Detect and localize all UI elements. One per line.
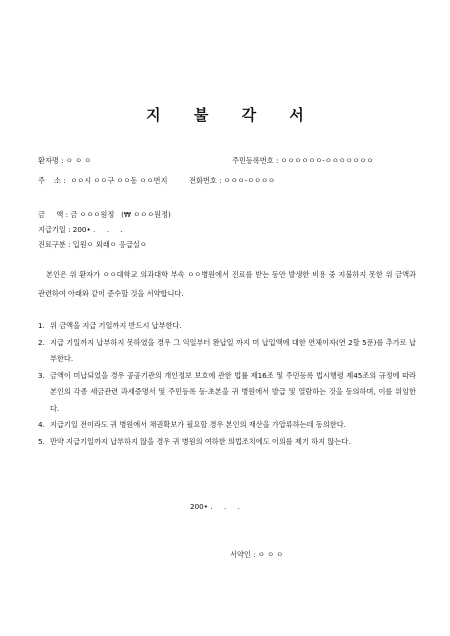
list-item-number: 3. — [38, 370, 45, 380]
list-item-number: 1. — [38, 321, 45, 330]
category-label: 진료구분 — [38, 240, 66, 249]
list-item — [38, 434, 416, 451]
list-item-text: 만약 지급기일까지 납부하지 않을 경우 귀 병원의 여하한 의법조치에도 이의를 제기 하지 않는다. — [50, 436, 351, 446]
list-item — [38, 417, 416, 434]
list-item-number: 5. — [38, 436, 45, 446]
list-item — [38, 335, 416, 368]
address-row: 주 소 : ㅇㅇ시 ㅇㅇ구 ㅇㅇ동 ㅇㅇ번지 — [38, 176, 168, 185]
phone-row: 전화번호 : ㅇㅇㅇ-ㅇㅇㅇㅇ — [189, 176, 275, 185]
phone-label: 전화번호 — [189, 176, 217, 185]
due-date-row: 지급기일 : 200• . . . — [38, 225, 123, 234]
address-value: ㅇㅇ시 ㅇㅇ구 ㅇㅇ동 ㅇㅇ번지 — [70, 176, 168, 185]
due-date-value: 200• . . . — [72, 225, 123, 234]
list-item-text: 위 금액을 지급 기일까지 반드시 납부한다. — [50, 321, 182, 330]
address-label: 주 소 — [38, 176, 62, 185]
clause-list — [38, 318, 416, 450]
list-item — [38, 318, 416, 335]
signer-label: 서약인 — [230, 550, 251, 559]
signer-value: ㅇ ㅇ ㅇ — [257, 550, 284, 559]
list-item-text: 지급기일 전이라도 귀 병원에서 채권확보가 필요할 경우 본인의 재산을 가압류하는데 동의한다. — [50, 420, 346, 429]
category-row: 진료구분 : 입원ㅇ 외래ㅇ 응급실ㅇ — [38, 240, 147, 249]
patient-name-label: 환자명 — [38, 156, 59, 165]
resident-number-label: 주민등록번호 — [232, 156, 274, 165]
amount-value: 금 ㅇㅇㅇ원정 (₩ ㅇㅇㅇ원정) — [70, 210, 171, 219]
list-item-number: 2. — [38, 337, 45, 347]
amount-label: 금 액 — [38, 210, 64, 219]
intro-paragraph: 본인은 위 환자가 ㅇㅇ대학교 의과대학 부속 ㅇㅇ병원에서 진료를 받는 동안 발생한 비용 중 지불하지 못한 위 금액과 관련하여 아래와 같이 준수할 것을 서약합니다. — [38, 270, 416, 298]
resident-number-row: 주민등록번호 : ㅇㅇㅇㅇㅇㅇ-ㅇㅇㅇㅇㅇㅇㅇ — [232, 156, 374, 165]
list-item-number: 4. — [38, 420, 45, 429]
list-item — [38, 368, 416, 418]
document-title: 지 불 각 서 — [146, 106, 318, 124]
category-value: 입원ㅇ 외래ㅇ 응급실ㅇ — [72, 240, 147, 249]
due-date-label: 지급기일 — [38, 225, 66, 234]
signer-row: 서약인 : ㅇ ㅇ ㅇ — [230, 550, 284, 559]
sign-date: 200• . . . — [190, 502, 240, 511]
list-item-text: 금액이 미납되었을 경우 공공기관의 개인정보 보호에 관한 법률 제16조 및 주민등록 법시행령 제45조의 규정에 따라 본인의 각종 세금관련 과세증명서 및 주민등록 등·초본을 귀 병원에서 발급 및 열람하는 것을 동의하며, 이를 위임한다. — [50, 370, 416, 413]
amount-row: 금 액 : 금 ㅇㅇㅇ원정 (₩ ㅇㅇㅇ원정) — [38, 210, 171, 219]
resident-number-value: ㅇㅇㅇㅇㅇㅇ-ㅇㅇㅇㅇㅇㅇㅇ — [280, 156, 374, 165]
phone-value: ㅇㅇㅇ-ㅇㅇㅇㅇ — [223, 176, 275, 185]
patient-name-value: ㅇ ㅇ ㅇ — [65, 156, 92, 165]
patient-name-row: 환자명 : ㅇ ㅇ ㅇ — [38, 156, 92, 165]
list-item-text: 지급 기일까지 납부하지 못하였을 경우 그 익일부터 완납일 까지 미 납입액에 대한 연체이자(연 2할 5푼)를 추가로 납부한다. — [50, 337, 416, 363]
